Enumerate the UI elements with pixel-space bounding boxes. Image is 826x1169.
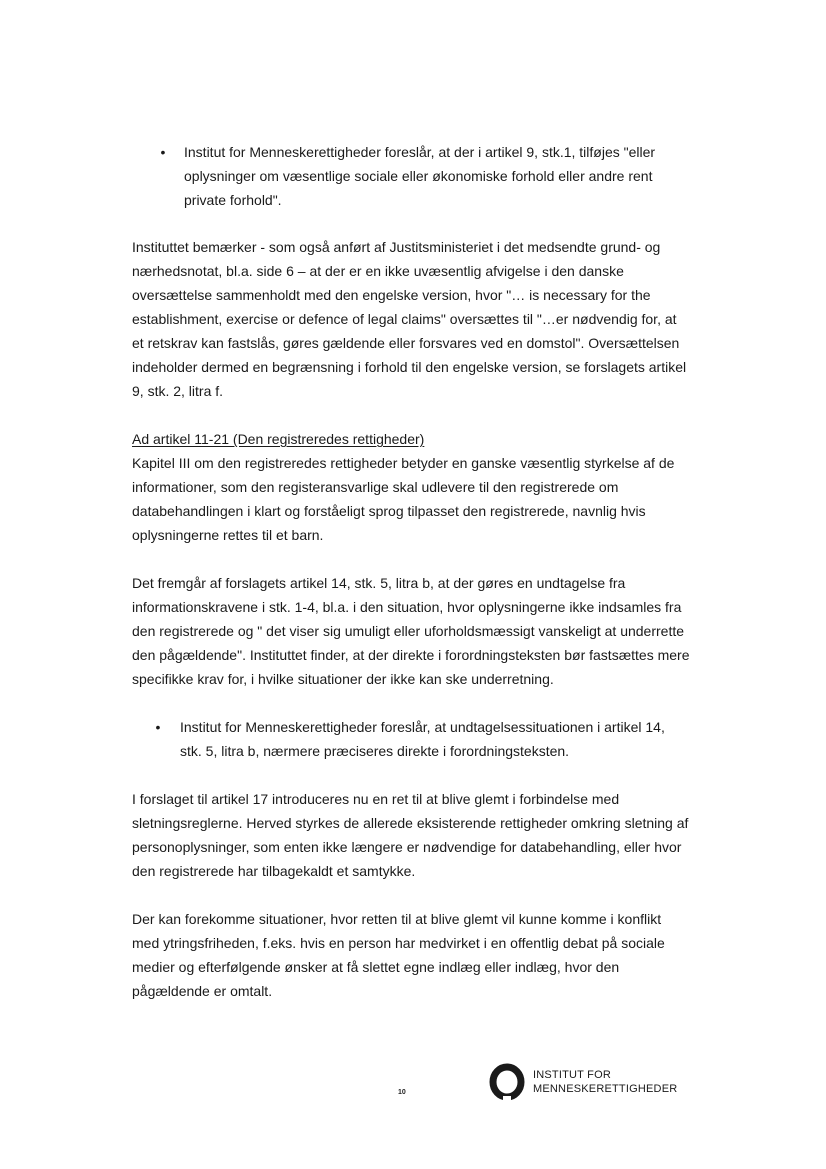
bullet-dot: • <box>155 719 161 735</box>
paragraph-translation-note: Instituttet bemærker - som også anført af Justitsministeriet i det medsendte grund- og nærhedsnotat, bl.a. side 6 – at der er en ikke uvæsentlig afvigelse i den danske oversættelse sammenholdt med den engelske version, hvor "… is necessary for the establishment, exercise or defence of legal claims" oversættes til "…er nødvendig for, at et retskrav kan fastslås, gøres gældende eller forsvares ved en domstol". Oversættelsen indeholder dermed en begrænsning i forhold til den engelske version, se forslagets artikel 9, stk. 2, litra f. <box>132 239 687 399</box>
paragraph-freedom-of-expression: Der kan forekomme situationer, hvor retten til at blive glemt vil kunne komme i konflikt med ytringsfriheden, f.eks. hvis en person har medvirket i en offentlig debat på sociale medier og efterfølgende ønsker at få slettet egne indlæg eller indlæg, hvor den pågældende er omtalt. <box>132 911 665 999</box>
bullet-dot: • <box>160 144 166 160</box>
bullet-text: Institut for Menneskerettigheder foreslår, at undtagelsessituationen i artikel 14, stk. 5, litra b, nærmere præciseres direkte i forordningsteksten. <box>180 719 665 759</box>
recommendation-bullet-1 <box>132 140 659 212</box>
recommendation-bullet-2 <box>132 715 680 763</box>
logo-wordmark <box>533 1068 677 1096</box>
institute-logo <box>489 1062 677 1102</box>
logo-line-2: MENNESKERETTIGHEDER <box>533 1083 678 1095</box>
paragraph-article-14: Det fremgår af forslagets artikel 14, stk. 5, litra b, at der gøres en undtagelse fra informationskravene i stk. 1-4, bl.a. i den situation, hvor oplysningerne ikke indsamles fra den registrerede og " det viser sig umuligt eller uforholdsmæssigt vanskeligt at underrette den pågældende". Instituttet finder, at der direkte i forordningsteksten bør fastsættes mere specifikke krav for, i hvilke situationer der ikke kan ske underretning. <box>132 575 690 687</box>
document-body <box>132 140 692 1003</box>
logo-line-1: INSTITUT FOR <box>533 1069 611 1081</box>
bullet-text: Institut for Menneskerettigheder foreslår, at der i artikel 9, stk.1, tilføjes "eller oplysninger om væsentlige sociale eller økonomiske forhold eller andre rent private forhold". <box>184 144 656 208</box>
paragraph-article-17: I forslaget til artikel 17 introduceres nu en ret til at blive glemt i forbindelse med sletningsreglerne. Herved styrkes de allerede eksisterende rettigheder omkring sletning af personoplysninger, som enten ikke længere er nødvendige for databehandling, eller hvor den registrerede har tilbagekaldt et samtykke. <box>132 791 689 879</box>
section-heading: Ad artikel 11-21 (Den registreredes rettigheder) <box>132 431 425 447</box>
paragraph-chapter-iii: Kapitel III om den registreredes rettigheder betyder en ganske væsentlig styrkelse af de informationer, som den registeransvarlige skal udlevere til den registrerede om databehandlingen i klart og forståeligt sprog tilpasset den registrerede, navnlig hvis oplysningerne rettes til et barn. <box>132 455 675 543</box>
institute-ring-logo-icon <box>489 1063 525 1101</box>
page-number: 10 <box>398 1089 406 1096</box>
